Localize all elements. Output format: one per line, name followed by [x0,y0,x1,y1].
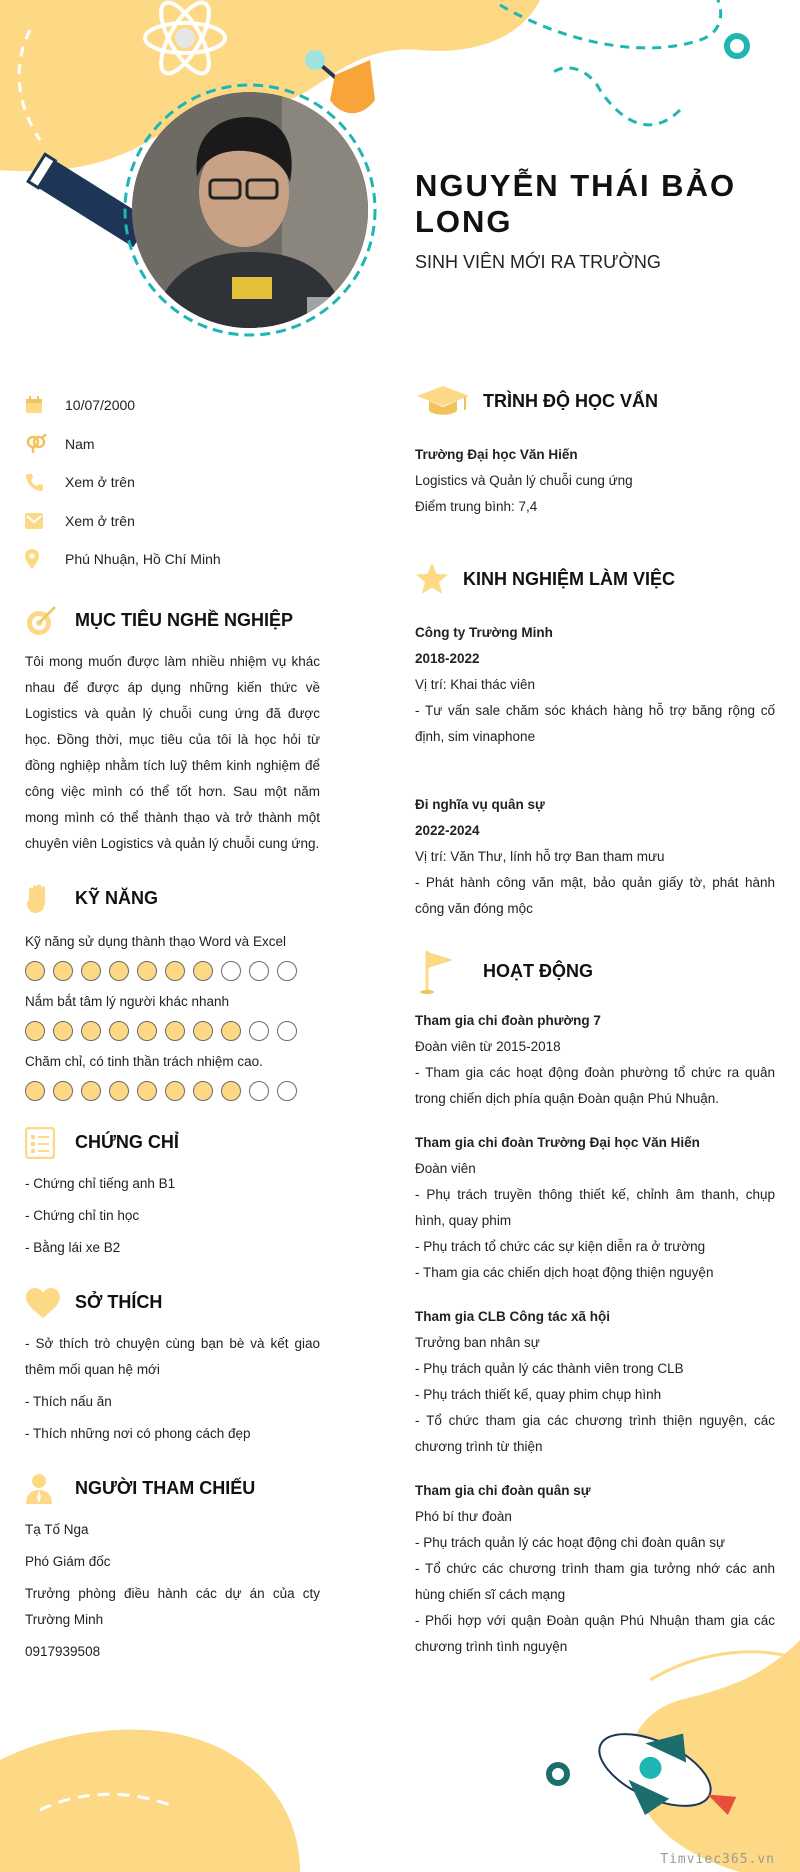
heart-icon [25,1283,75,1323]
activity-line: - Tổ chức các chương trình tham gia tưởng nhớ các anh hùng chiến sĩ cách mạng [415,1561,775,1602]
rating-dot-filled [53,1021,73,1041]
experience-line: - Tư vấn sale chăm sóc khách hàng hỗ trợ băng rộng cố định, sim vinaphone [415,703,775,744]
graduation-cap-icon [415,378,483,424]
activity-entry [415,1130,775,1286]
contact-item-phone: Xem ở trên [25,463,320,502]
contact-item-address: Phú Nhuận, Hồ Chí Minh [25,540,320,579]
rating-dot-empty [277,1081,297,1101]
rating-dot-empty [277,961,297,981]
activity-name: Tham gia chi đoàn Trường Đại học Văn Hiến [415,1135,700,1150]
target-icon [25,601,75,641]
activity-line: - Phụ trách truyền thông thiết kế, chỉnh âm thanh, chụp hình, quay phim [415,1187,775,1228]
school-name: Trường Đại học Văn Hiến [415,447,578,462]
activity-line: - Tham gia các chiến dịch hoạt động thiện nguyện [415,1265,714,1280]
experience-entry [415,620,775,750]
section-title-references: NGƯỜI THAM CHIẾU [25,1467,320,1511]
flag-icon [415,948,483,994]
rating-dot-filled [193,1081,213,1101]
experience-line: - Phát hành công văn mật, bảo quản giấy tờ, phát hành công văn đóng mộc [415,875,775,916]
rating-dot-empty [221,961,241,981]
section-title-objective: MỤC TIÊU NGHỀ NGHIỆP [25,599,320,643]
activity-name: Tham gia chi đoàn quân sự [415,1483,591,1498]
left-column [25,386,320,1665]
rating-dot-filled [81,961,101,981]
education-entry [415,442,775,520]
rating-dot-filled [25,961,45,981]
certificate-item: - Chứng chỉ tin học [25,1207,140,1223]
watermark: Timviec365.vn [660,1852,775,1867]
hobby-item: - Thích nấu ăn [25,1393,112,1409]
certificates-list [25,1171,320,1261]
star-icon [415,556,463,602]
activity-line: - Tổ chức tham gia các chương trình thiện nguyện, các chương trình từ thiện [415,1413,775,1454]
rating-dot-filled [221,1021,241,1041]
company-name: Công ty Trường Minh [415,625,553,640]
hand-icon [25,879,75,919]
rating-dot-filled [25,1021,45,1041]
section-title-certificates: CHỨNG CHỈ [25,1121,320,1165]
rating-dot-empty [249,1081,269,1101]
certificate-item: - Chứng chỉ tiếng anh B1 [25,1175,176,1191]
activity-entry [415,1304,775,1460]
section-title-education: TRÌNH ĐỘ HỌC VẤN [415,378,775,424]
activity-line: Trưởng ban nhân sự [415,1335,540,1350]
experience-line: Vị trí: Văn Thư, lính hỗ trợ Ban tham mưu [415,849,665,864]
activity-entry [415,1008,775,1112]
skill-rating [25,961,320,981]
rating-dot-filled [193,1021,213,1041]
rating-dot-filled [53,1081,73,1101]
activity-line: - Phụ trách thiết kế, quay phim chụp hình [415,1387,662,1402]
rating-dot-filled [137,1021,157,1041]
gender-icon [25,434,65,454]
hobby-item: - Sở thích trò chuyện cùng bạn bè và kết giao thêm mối quan hệ mới [25,1335,320,1377]
activity-line: - Phụ trách quản lý các thành viên trong CLB [415,1361,684,1376]
objective-text: Tôi mong muốn được làm nhiều nhiệm vụ khác nhau để được áp dụng những kiến thức về Logistics và quản lý chuỗi cung ứng đã được học. Đồng thời, mục tiêu của tôi là học hỏi từ đồng nghiệp nhằm tích luỹ thêm kinh nghiệm để công việc mình có thể tốt hơn. Sau một năm mong mình có thể thành thạo và trở thành một chuyên viên Logistics và quản lý chuỗi cung ứng. [25,653,320,851]
hobbies-list [25,1331,320,1447]
rating-dot-filled [53,961,73,981]
person-icon [25,1469,75,1509]
rating-dot-filled [109,1021,129,1041]
contact-item-birthday: 10/07/2000 [25,386,320,425]
rating-dot-empty [249,961,269,981]
activity-name: Tham gia CLB Công tác xã hội [415,1309,611,1324]
reference-line: Phó Giám đốc [25,1553,111,1569]
hobby-item: - Thích những nơi có phong cách đẹp [25,1425,251,1441]
contact-item-email: Xem ở trên [25,502,320,541]
rating-dot-filled [81,1021,101,1041]
certificate-item: - Bằng lái xe B2 [25,1239,121,1255]
candidate-name: NGUYỄN THÁI BẢO LONG [415,168,737,239]
reference-line: Trưởng phòng điều hành các dự án của cty Trường Minh [25,1585,320,1627]
work-period: 2018-2022 [415,651,480,666]
candidate-role: SINH VIÊN MỚI RA TRƯỜNG [415,252,661,272]
contact-item-gender: Nam [25,425,320,464]
work-period: 2022-2024 [415,823,480,838]
section-title-activities: HOẠT ĐỘNG [415,948,775,994]
activity-line: Phó bí thư đoàn [415,1509,512,1524]
references-list [25,1517,320,1665]
rating-dot-filled [193,961,213,981]
company-name: Đi nghĩa vụ quân sự [415,797,545,812]
skills-list [25,929,320,1101]
email-icon [25,513,65,529]
section-title-experience: KINH NGHIỆM LÀM VIỆC [415,556,775,602]
rating-dot-filled [137,1081,157,1101]
activity-line: - Tham gia các hoạt động đoàn phường tổ chức ra quân trong chiến dịch phía quận Đoàn quận Phú Nhuận. [415,1065,775,1106]
skill-rating [25,1081,320,1101]
reference-line: Tạ Tố Nga [25,1521,89,1537]
activity-line: - Phụ trách tổ chức các sự kiện diễn ra ở trường [415,1239,706,1254]
calendar-icon [25,396,65,414]
skill-name: Nắm bắt tâm lý người khác nhanh [25,993,229,1009]
rating-dot-filled [25,1081,45,1101]
rating-dot-filled [165,961,185,981]
activity-line: Đoàn viên [415,1161,476,1176]
experience-entry [415,792,775,922]
rating-dot-filled [165,1081,185,1101]
avatar [132,92,368,328]
rating-dot-filled [109,961,129,981]
activity-name: Tham gia chi đoàn phường 7 [415,1013,601,1028]
skill-name: Kỹ năng sử dụng thành thạo Word và Excel [25,933,286,949]
right-column [415,378,775,1660]
checklist-icon [25,1123,75,1163]
education-line: Điểm trung bình: 7,4 [415,499,538,514]
rating-dot-filled [221,1081,241,1101]
rating-dot-empty [249,1021,269,1041]
reference-line: 0917939508 [25,1643,101,1659]
rating-dot-filled [109,1081,129,1101]
section-title-skills: KỸ NĂNG [25,877,320,921]
phone-icon [25,473,65,491]
education-line: Logistics và Quản lý chuỗi cung ứng [415,473,633,488]
skill-name: Chăm chỉ, có tinh thần trách nhiệm cao. [25,1053,263,1069]
experience-list [415,620,775,922]
activity-line: Đoàn viên từ 2015-2018 [415,1039,561,1054]
rating-dot-filled [81,1081,101,1101]
activity-entry [415,1478,775,1660]
activities-list [415,1008,775,1660]
rating-dot-filled [137,961,157,981]
location-pin-icon [25,549,65,569]
rating-dot-filled [165,1021,185,1041]
rating-dot-empty [277,1021,297,1041]
activity-line: - Phụ trách quản lý các hoạt động chi đoàn quân sự [415,1535,725,1550]
contact-list [25,386,320,579]
activity-line: - Phối hợp với quận Đoàn quận Phú Nhuận tham gia các chương trình tình nguyện [415,1613,775,1654]
skill-rating [25,1021,320,1041]
experience-line: Vị trí: Khai thác viên [415,677,536,692]
section-title-hobbies: SỞ THÍCH [25,1281,320,1325]
